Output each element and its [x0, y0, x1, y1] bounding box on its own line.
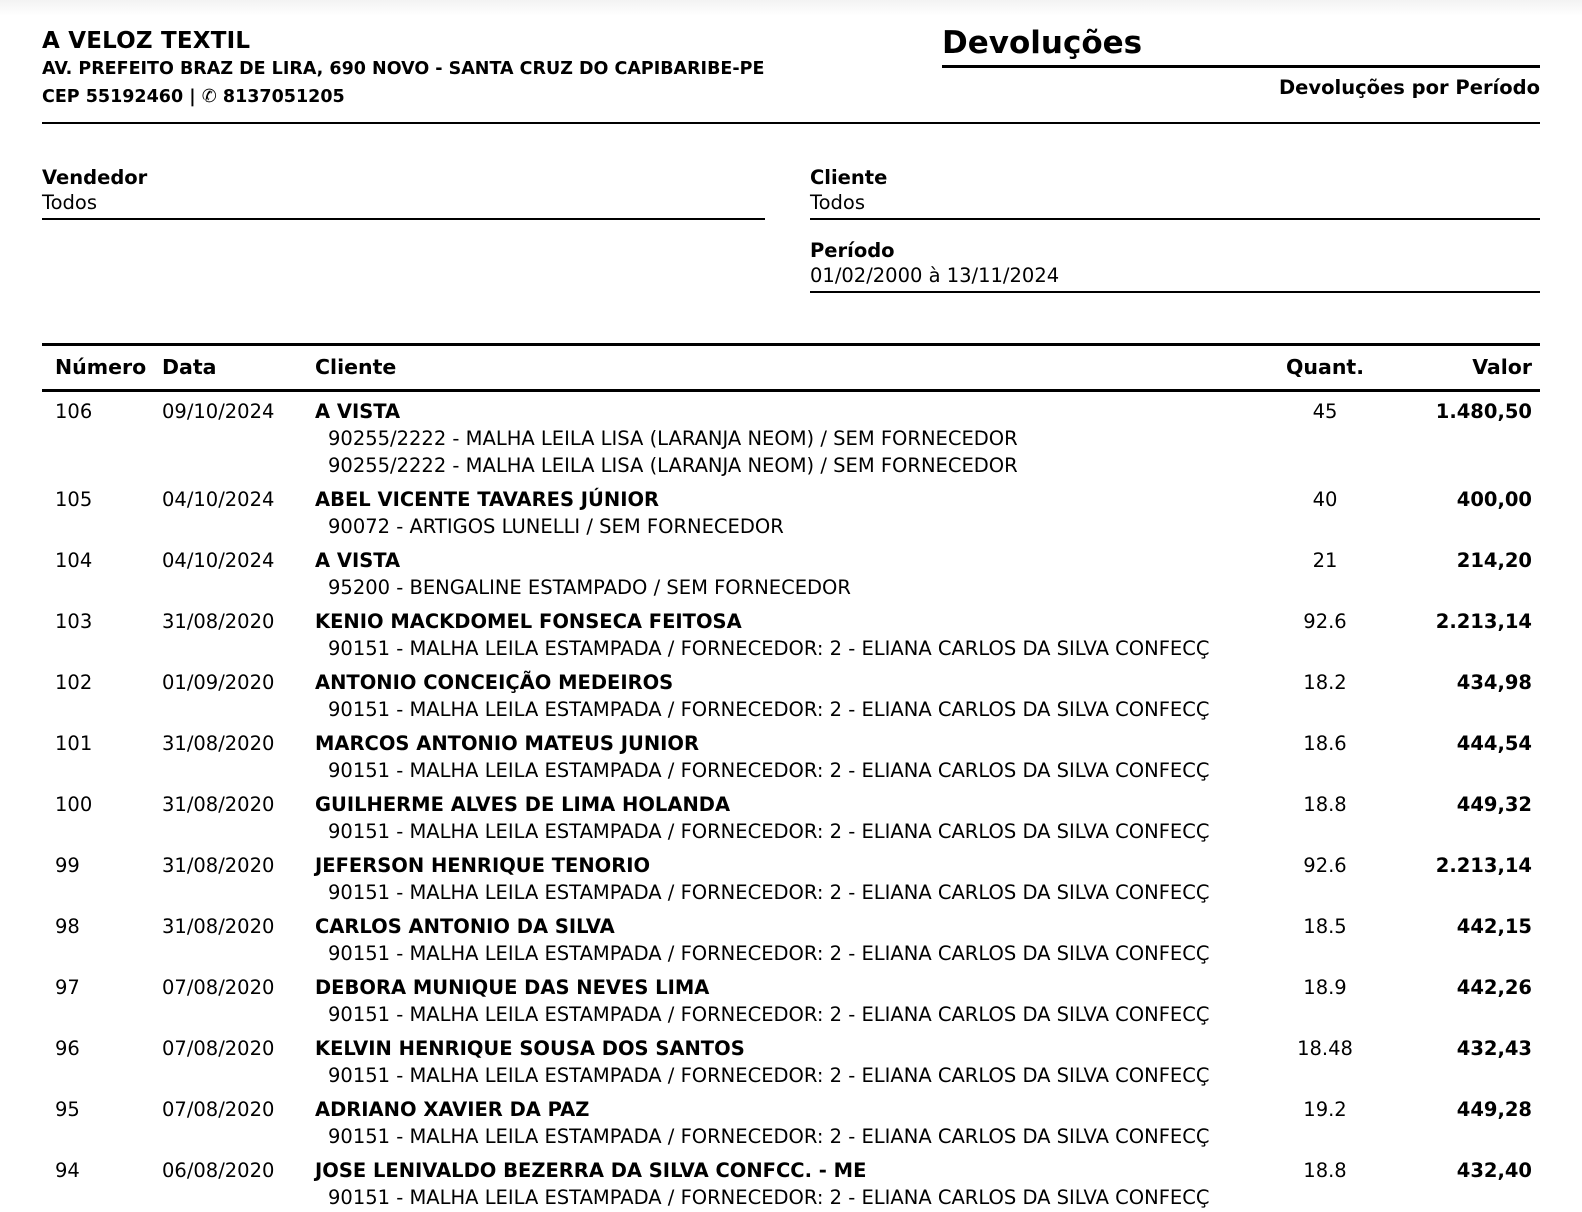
- table-row: [42, 1090, 1540, 1151]
- cell-valor: 434,98: [1456, 671, 1532, 694]
- table-row: [42, 663, 1540, 724]
- table-row: [42, 480, 1540, 541]
- row-product-line: 90151 - MALHA LEILA ESTAMPADA / FORNECEDOR: 2 - ELIANA CARLOS DA SILVA CONFECÇ: [328, 942, 1210, 965]
- cell-data: 31/08/2020: [162, 915, 275, 938]
- company-name: A VELOZ TEXTIL: [42, 28, 251, 54]
- row-product-line: 90151 - MALHA LEILA ESTAMPADA / FORNECEDOR: 2 - ELIANA CARLOS DA SILVA CONFECÇ: [328, 820, 1210, 843]
- cell-cliente: JOSE LENIVALDO BEZERRA DA SILVA CONFCC. - ME: [315, 1159, 867, 1182]
- cell-numero: 105: [55, 488, 93, 511]
- filters-left-column: [42, 165, 765, 311]
- cell-quant: 92.6: [1303, 610, 1347, 633]
- cell-cliente: DEBORA MUNIQUE DAS NEVES LIMA: [315, 976, 710, 999]
- cell-data: 04/10/2024: [162, 488, 275, 511]
- column-header-cliente: Cliente: [315, 355, 397, 379]
- row-product-line: 90151 - MALHA LEILA ESTAMPADA / FORNECEDOR: 2 - ELIANA CARLOS DA SILVA CONFECÇ: [328, 881, 1210, 904]
- cell-valor: 449,32: [1456, 793, 1532, 816]
- page-title: Devoluções: [942, 26, 1540, 68]
- header-divider: [42, 122, 1540, 124]
- periodo-label: Período: [810, 239, 895, 262]
- report-header: [42, 26, 1540, 111]
- vendedor-value: Todos: [42, 190, 765, 220]
- table-row: [42, 602, 1540, 663]
- cell-quant: 18.6: [1303, 732, 1347, 755]
- cell-cliente: A VISTA: [315, 549, 401, 572]
- cell-cliente: JEFERSON HENRIQUE TENORIO: [315, 854, 651, 877]
- company-cep-phone: [42, 83, 764, 111]
- table-row-main: [42, 669, 1540, 696]
- table-row: [42, 1029, 1540, 1090]
- cell-quant: 18.8: [1303, 1159, 1347, 1182]
- cell-numero: 98: [55, 915, 80, 938]
- cell-cliente: ADRIANO XAVIER DA PAZ: [315, 1098, 590, 1121]
- table-row: [42, 392, 1540, 480]
- cell-valor: 2.213,14: [1435, 610, 1532, 633]
- table-row: [42, 968, 1540, 1029]
- periodo-field: [810, 238, 1540, 293]
- cell-valor: 432,40: [1456, 1159, 1532, 1182]
- cell-valor: 444,54: [1456, 732, 1532, 755]
- cell-cliente: MARCOS ANTONIO MATEUS JUNIOR: [315, 732, 699, 755]
- cell-data: 31/08/2020: [162, 793, 275, 816]
- cell-numero: 103: [55, 610, 93, 633]
- row-product-line: 90151 - MALHA LEILA ESTAMPADA / FORNECEDOR: 2 - ELIANA CARLOS DA SILVA CONFECÇ: [328, 637, 1210, 660]
- company-info: [42, 26, 764, 111]
- cell-quant: 40: [1312, 488, 1338, 511]
- cell-data: 01/09/2020: [162, 671, 275, 694]
- cell-data: 31/08/2020: [162, 854, 275, 877]
- table-header-row: [42, 346, 1540, 392]
- vendedor-field: [42, 165, 765, 220]
- cell-numero: 104: [55, 549, 93, 572]
- cell-valor: 214,20: [1456, 549, 1532, 572]
- column-header-data: Data: [162, 355, 217, 379]
- row-product-line: 90151 - MALHA LEILA ESTAMPADA / FORNECEDOR: 2 - ELIANA CARLOS DA SILVA CONFECÇ: [328, 1125, 1210, 1148]
- cell-data: 31/08/2020: [162, 732, 275, 755]
- cell-data: 09/10/2024: [162, 400, 275, 423]
- table-row: [42, 724, 1540, 785]
- cell-quant: 18.9: [1303, 976, 1347, 999]
- table-row-main: [42, 547, 1540, 574]
- cell-valor: 449,28: [1456, 1098, 1532, 1121]
- cell-numero: 101: [55, 732, 93, 755]
- company-cep: CEP 55192460 |: [42, 87, 196, 107]
- column-header-numero: Número: [55, 355, 147, 379]
- report-title-block: [942, 26, 1540, 99]
- table-row-main: [42, 974, 1540, 1001]
- table-row-main: [42, 398, 1540, 425]
- cell-quant: 18.8: [1303, 793, 1347, 816]
- row-product-line: 90151 - MALHA LEILA ESTAMPADA / FORNECEDOR: 2 - ELIANA CARLOS DA SILVA CONFECÇ: [328, 1064, 1210, 1087]
- filters-right-column: [810, 165, 1540, 311]
- cliente-label: Cliente: [810, 166, 888, 189]
- cell-data: 07/08/2020: [162, 1037, 275, 1060]
- row-product-line: 90151 - MALHA LEILA ESTAMPADA / FORNECEDOR: 2 - ELIANA CARLOS DA SILVA CONFECÇ: [328, 759, 1210, 782]
- cell-numero: 100: [55, 793, 93, 816]
- row-product-line: 90151 - MALHA LEILA ESTAMPADA / FORNECEDOR: 2 - ELIANA CARLOS DA SILVA CONFECÇ: [328, 1003, 1210, 1026]
- table-row: [42, 785, 1540, 846]
- table-row-main: [42, 791, 1540, 818]
- row-product-line: 90255/2222 - MALHA LEILA LISA (LARANJA NEOM) / SEM FORNECEDOR: [328, 454, 1018, 477]
- company-phone: 8137051205: [222, 87, 345, 107]
- column-header-quant: Quant.: [1285, 355, 1365, 379]
- vendedor-label: Vendedor: [42, 166, 148, 189]
- table-body: [42, 392, 1540, 1212]
- cell-quant: 18.2: [1303, 671, 1347, 694]
- cell-numero: 99: [55, 854, 80, 877]
- cell-numero: 94: [55, 1159, 80, 1182]
- page-subtitle: Devoluções por Período: [1279, 76, 1540, 99]
- cell-quant: 45: [1312, 400, 1338, 423]
- table-row-main: [42, 730, 1540, 757]
- cell-numero: 95: [55, 1098, 80, 1121]
- table-row: [42, 907, 1540, 968]
- row-product-line: 90072 - ARTIGOS LUNELLI / SEM FORNECEDOR: [328, 515, 784, 538]
- cell-quant: 19.2: [1303, 1098, 1347, 1121]
- table-row-main: [42, 608, 1540, 635]
- cell-quant: 21: [1312, 549, 1338, 572]
- cell-quant: 18.5: [1303, 915, 1347, 938]
- cell-data: 07/08/2020: [162, 1098, 275, 1121]
- table-row-main: [42, 852, 1540, 879]
- cell-quant: 18.48: [1297, 1037, 1353, 1060]
- cell-cliente: GUILHERME ALVES DE LIMA HOLANDA: [315, 793, 731, 816]
- cell-data: 06/08/2020: [162, 1159, 275, 1182]
- phone-icon: ✆: [201, 86, 217, 107]
- cell-quant: 92.6: [1303, 854, 1347, 877]
- table-row-main: [42, 1157, 1540, 1184]
- cell-valor: 1.480,50: [1435, 400, 1532, 423]
- cell-valor: 442,15: [1456, 915, 1532, 938]
- cell-numero: 102: [55, 671, 93, 694]
- cell-valor: 432,43: [1456, 1037, 1532, 1060]
- company-address: AV. PREFEITO BRAZ DE LIRA, 690 NOVO - SANTA CRUZ DO CAPIBARIBE-PE: [42, 59, 765, 79]
- cell-cliente: ABEL VICENTE TAVARES JÚNIOR: [315, 488, 660, 511]
- cliente-value: Todos: [810, 190, 1540, 220]
- table-row: [42, 541, 1540, 602]
- table-row-main: [42, 913, 1540, 940]
- cell-cliente: A VISTA: [315, 400, 401, 423]
- table-row: [42, 1151, 1540, 1212]
- cell-valor: 400,00: [1456, 488, 1532, 511]
- filters-section: [42, 165, 1540, 311]
- cell-valor: 442,26: [1456, 976, 1532, 999]
- row-product-line: 90255/2222 - MALHA LEILA LISA (LARANJA NEOM) / SEM FORNECEDOR: [328, 427, 1018, 450]
- cell-numero: 96: [55, 1037, 80, 1060]
- cell-data: 31/08/2020: [162, 610, 275, 633]
- cell-numero: 106: [55, 400, 93, 423]
- row-product-line: 90151 - MALHA LEILA ESTAMPADA / FORNECEDOR: 2 - ELIANA CARLOS DA SILVA CONFECÇ: [328, 698, 1210, 721]
- row-product-line: 95200 - BENGALINE ESTAMPADO / SEM FORNECEDOR: [328, 576, 851, 599]
- row-product-line: 90151 - MALHA LEILA ESTAMPADA / FORNECEDOR: 2 - ELIANA CARLOS DA SILVA CONFECÇ: [328, 1186, 1210, 1209]
- cell-cliente: ANTONIO CONCEIÇÃO MEDEIROS: [315, 671, 674, 694]
- cell-numero: 97: [55, 976, 80, 999]
- cell-cliente: KENIO MACKDOMEL FONSECA FEITOSA: [315, 610, 742, 633]
- cell-cliente: CARLOS ANTONIO DA SILVA: [315, 915, 615, 938]
- table-row-main: [42, 1096, 1540, 1123]
- cell-data: 04/10/2024: [162, 549, 275, 572]
- column-header-valor: Valor: [1472, 355, 1532, 379]
- cell-cliente: KELVIN HENRIQUE SOUSA DOS SANTOS: [315, 1037, 745, 1060]
- table-row: [42, 846, 1540, 907]
- periodo-value: 01/02/2000 à 13/11/2024: [810, 263, 1540, 293]
- devolucoes-table: [42, 343, 1540, 1212]
- cliente-field: [810, 165, 1540, 220]
- cell-valor: 2.213,14: [1435, 854, 1532, 877]
- cell-data: 07/08/2020: [162, 976, 275, 999]
- table-row-main: [42, 486, 1540, 513]
- table-row-main: [42, 1035, 1540, 1062]
